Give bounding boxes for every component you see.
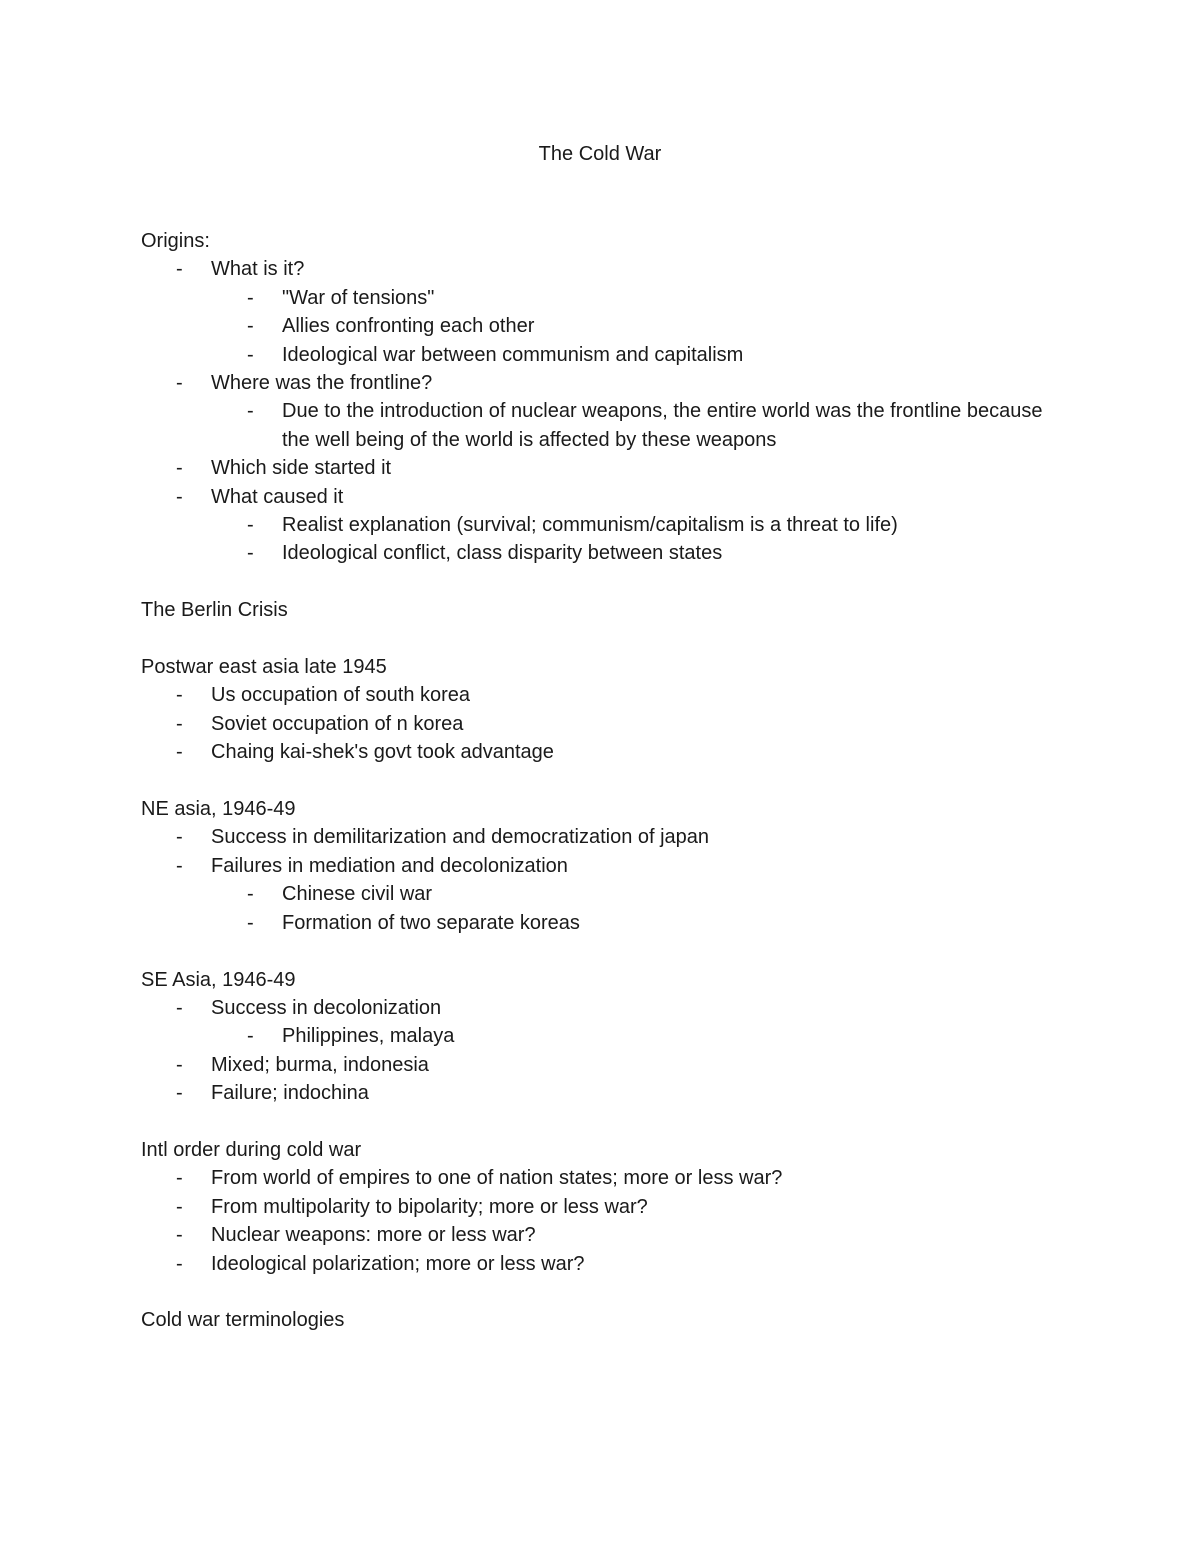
spacer — [141, 767, 1061, 795]
bullet-dash: - — [176, 826, 183, 849]
list-item-text: Us occupation of south korea — [211, 684, 471, 707]
list-item-text: Failure; indochina — [211, 1082, 369, 1105]
list-item — [141, 1250, 1061, 1278]
list-item-text: Chinese civil war — [282, 883, 433, 906]
bullet-dash: - — [176, 258, 183, 281]
spacer — [141, 1108, 1061, 1136]
list-item-text: What caused it — [211, 485, 344, 508]
list-item-text: Ideological polarization; more or less war? — [211, 1252, 585, 1275]
bullet-dash: - — [176, 854, 183, 877]
list-item-text: From world of empires to one of nation states; more or less war? — [211, 1167, 783, 1190]
bullet-dash: - — [247, 542, 254, 565]
list-item — [141, 1221, 1061, 1249]
bullet-dash: - — [176, 996, 183, 1019]
list-item — [141, 511, 1061, 539]
list-item — [141, 1051, 1061, 1079]
list-item — [141, 852, 1061, 880]
list-item — [141, 1193, 1061, 1221]
list-item-text: Success in decolonization — [211, 996, 442, 1019]
spacer — [141, 1278, 1061, 1306]
list-item-text: From multipolarity to bipolarity; more or less war? — [211, 1195, 648, 1218]
bullet-dash: - — [247, 514, 254, 537]
list-item — [141, 284, 1061, 312]
spacer — [141, 568, 1061, 596]
bullet-dash: - — [247, 1025, 254, 1048]
bullet-dash: - — [176, 684, 183, 707]
bullet-dash: - — [176, 1167, 183, 1190]
list-item-text: Allies confronting each other — [282, 315, 535, 338]
list-item-text: Failures in mediation and decolonization — [211, 854, 568, 877]
bullet-dash: - — [247, 400, 254, 423]
bullet-dash: - — [176, 1252, 183, 1275]
section-heading-berlin-crisis: The Berlin Crisis — [141, 599, 288, 622]
list-item-text: Success in demilitarization and democratization of japan — [211, 826, 710, 849]
section-heading-ne-asia: NE asia, 1946-49 — [141, 798, 296, 821]
list-item-text: Where was the frontline? — [211, 372, 433, 395]
bullet-dash: - — [247, 883, 254, 906]
list-item — [141, 341, 1061, 369]
list-item — [141, 312, 1061, 340]
list-item-text: Philippines, malaya — [282, 1025, 455, 1048]
bullet-dash: - — [176, 485, 183, 508]
bullet-dash: - — [176, 1195, 183, 1218]
bullet-dash: - — [247, 315, 254, 338]
list-item-text: Realist explanation (survival; communism/capitalism is a threat to life) — [282, 514, 898, 537]
list-item — [141, 397, 1061, 454]
list-item — [141, 1079, 1061, 1107]
list-item — [141, 710, 1061, 738]
list-item — [141, 255, 1061, 283]
list-item — [141, 1022, 1061, 1050]
list-item-text: Which side started it — [211, 457, 392, 480]
list-item-text: Ideological war between communism and capitalism — [282, 343, 744, 366]
list-item — [141, 483, 1061, 511]
bullet-dash: - — [176, 712, 183, 735]
list-item — [141, 994, 1061, 1022]
spacer — [141, 937, 1061, 965]
document-title: The Cold War — [538, 143, 662, 165]
section-heading-intl-order: Intl order during cold war — [141, 1138, 362, 1161]
document-body — [141, 227, 1061, 1335]
bullet-dash: - — [176, 372, 183, 395]
list-item — [141, 909, 1061, 937]
bullet-dash: - — [176, 1224, 183, 1247]
list-item-text: What is it? — [211, 258, 305, 281]
section-heading-origins: Origins: — [141, 230, 210, 252]
list-item-text: Ideological conflict, class disparity between states — [282, 542, 723, 565]
list-item — [141, 369, 1061, 397]
bullet-dash: - — [176, 1082, 183, 1105]
bullet-dash: - — [247, 286, 254, 309]
section-heading-terminologies: Cold war terminologies — [141, 1309, 345, 1332]
spacer — [141, 625, 1061, 653]
list-item-text: Soviet occupation of n korea — [211, 712, 464, 735]
list-item-text: Mixed; burma, indonesia — [211, 1053, 429, 1076]
list-item-text: "War of tensions" — [282, 286, 435, 309]
bullet-dash: - — [247, 911, 254, 934]
bullet-dash: - — [176, 457, 183, 480]
list-item — [141, 539, 1061, 567]
section-heading-se-asia: SE Asia, 1946-49 — [141, 968, 296, 991]
list-item — [141, 681, 1061, 709]
list-item — [141, 454, 1061, 482]
bullet-dash: - — [247, 343, 254, 366]
list-item — [141, 1164, 1061, 1192]
list-item-text: Due to the introduction of nuclear weapons, the entire world was the frontline because the well being of the world is affected by these weapons — [282, 400, 1043, 451]
list-item-text: Nuclear weapons: more or less war? — [211, 1224, 536, 1247]
bullet-dash: - — [176, 1053, 183, 1076]
bullet-dash: - — [176, 741, 183, 764]
list-item-text: Chaing kai-shek's govt took advantage — [211, 741, 554, 764]
list-item — [141, 738, 1061, 766]
list-item-text: Formation of two separate koreas — [282, 911, 580, 934]
section-heading-postwar-east-asia: Postwar east asia late 1945 — [141, 656, 387, 679]
list-item — [141, 823, 1061, 851]
list-item — [141, 880, 1061, 908]
